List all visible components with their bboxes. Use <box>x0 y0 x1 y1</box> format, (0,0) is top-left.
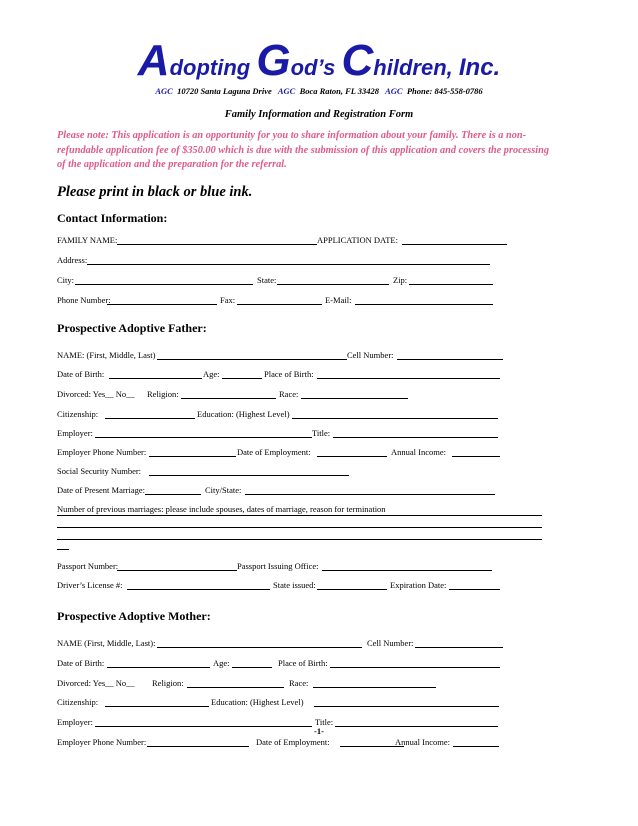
father-expiration-field[interactable] <box>449 580 500 590</box>
phone-address: Phone: 845-558-0786 <box>406 86 483 96</box>
father-present-marriage-field[interactable] <box>145 485 201 495</box>
prev-marriages-line-4[interactable] <box>57 549 69 550</box>
title-letter-g: G <box>256 36 291 85</box>
father-education-label: Education: (Highest Level) <box>197 409 290 419</box>
father-religion-field[interactable] <box>181 389 276 399</box>
address-label: Address: <box>57 255 88 265</box>
father-date-employment-label: Date of Employment: <box>237 447 311 457</box>
father-ssn-field[interactable] <box>149 466 349 476</box>
father-employer-field[interactable] <box>95 428 312 438</box>
mother-pob-field[interactable] <box>330 658 500 668</box>
father-name-row <box>57 350 542 362</box>
father-employer-row <box>57 428 542 440</box>
mother-divorced-label: Divorced: Yes__ No__ <box>57 678 135 688</box>
fax-label: Fax: <box>220 295 236 305</box>
father-employer-phone-label: Employer Phone Number: <box>57 447 147 457</box>
father-license-row <box>57 580 542 592</box>
father-ssn-row <box>57 466 542 478</box>
father-state-issued-field[interactable] <box>317 580 387 590</box>
organization-title <box>0 36 638 86</box>
mother-employer-label: Employer: <box>57 717 93 727</box>
father-citizenship-label: Citizenship: <box>57 409 99 419</box>
father-cell-label: Cell Number: <box>347 350 394 360</box>
mother-race-label: Race: <box>289 678 309 688</box>
mother-name-row <box>57 638 542 650</box>
father-dob-label: Date of Birth: <box>57 369 105 379</box>
agc-tag: AGC <box>385 86 403 96</box>
father-annual-income-field[interactable] <box>452 447 500 457</box>
father-passport-office-field[interactable] <box>322 561 492 571</box>
mother-education-field[interactable] <box>314 697 499 707</box>
prev-marriages-line-1[interactable] <box>57 515 542 516</box>
mother-heading: Prospective Adoptive Mother: <box>57 609 211 623</box>
father-passport-row <box>57 561 542 573</box>
father-date-employment-field[interactable] <box>317 447 387 457</box>
mother-employer-phone-label: Employer Phone Number: <box>57 737 147 747</box>
father-cell-field[interactable] <box>397 350 503 360</box>
application-date-label: APPLICATION DATE: <box>317 235 398 245</box>
mother-education-label: Education: (Highest Level) <box>211 697 304 707</box>
title-word-gods: od’s <box>290 55 342 80</box>
agc-tag: AGC <box>155 86 173 96</box>
father-employer-label: Employer: <box>57 428 93 438</box>
father-passport-office-label: Passport Issuing Office: <box>237 561 319 571</box>
father-employer-phone-row <box>57 447 542 459</box>
family-name-field[interactable] <box>117 235 317 245</box>
fax-field[interactable] <box>237 295 322 305</box>
organization-address <box>0 86 638 96</box>
application-date-field[interactable] <box>402 235 507 245</box>
city-address: Boca Raton, FL 33428 <box>299 86 380 96</box>
father-employer-phone-field[interactable] <box>149 447 236 457</box>
title-letter-a: A <box>137 36 170 85</box>
mother-title-label: Title: <box>315 717 334 727</box>
father-name-field[interactable] <box>157 350 347 360</box>
family-name-row <box>57 235 542 247</box>
father-state-issued-label: State issued: <box>273 580 316 590</box>
mother-citizenship-row <box>57 697 542 709</box>
print-notice: Please print in black or blue ink. <box>57 184 253 200</box>
mother-annual-income-label: Annual Income: <box>395 737 450 747</box>
father-ssn-label: Social Security Number: <box>57 466 142 476</box>
father-heading: Prospective Adoptive Father: <box>57 321 207 335</box>
mother-age-field[interactable] <box>232 658 272 668</box>
father-citizenship-field[interactable] <box>105 409 195 419</box>
phone-field[interactable] <box>107 295 217 305</box>
state-label: State: <box>257 275 277 285</box>
father-license-field[interactable] <box>127 580 270 590</box>
mother-cell-field[interactable] <box>415 638 503 648</box>
title-word-adopting: dopting <box>169 55 257 80</box>
mother-citizenship-label: Citizenship: <box>57 697 99 707</box>
father-age-field[interactable] <box>222 369 262 379</box>
prev-marriages-line-3[interactable] <box>57 539 542 540</box>
zip-label: Zip: <box>393 275 408 285</box>
mother-dob-row <box>57 658 542 670</box>
mother-cell-label: Cell Number: <box>367 638 414 648</box>
mother-dob-field[interactable] <box>107 658 210 668</box>
father-title-label: Title: <box>312 428 331 438</box>
page-number: -1- <box>314 726 324 736</box>
father-title-field[interactable] <box>333 428 498 438</box>
zip-field[interactable] <box>409 275 493 285</box>
city-label: City: <box>57 275 75 285</box>
father-city-state-field[interactable] <box>245 485 495 495</box>
father-dob-field[interactable] <box>109 369 202 379</box>
title-word-children: hildren, <box>373 55 459 80</box>
family-name-label: FAMILY NAME: <box>57 235 118 245</box>
email-field[interactable] <box>355 295 493 305</box>
city-field[interactable] <box>75 275 253 285</box>
father-annual-income-label: Annual Income: <box>391 447 446 457</box>
father-citizenship-row <box>57 409 542 421</box>
mother-name-field[interactable] <box>157 638 362 648</box>
father-prev-marriages-label: Number of previous marriages: please include spouses, dates of marriage, reason for termination <box>57 504 386 514</box>
mother-religion-label: Religion: <box>152 678 184 688</box>
address-row <box>57 255 542 267</box>
prev-marriages-line-2[interactable] <box>57 527 542 528</box>
mother-date-employment-label: Date of Employment: <box>256 737 330 747</box>
father-passport-field[interactable] <box>117 561 237 571</box>
father-passport-label: Passport Number: <box>57 561 119 571</box>
mother-religion-field[interactable] <box>187 678 284 688</box>
form-title: Family Information and Registration Form <box>224 109 414 120</box>
father-pob-field[interactable] <box>317 369 500 379</box>
father-religion-label: Religion: <box>147 389 179 399</box>
father-name-label: NAME: (First, Middle, Last) <box>57 350 156 360</box>
father-divorced-label: Divorced: Yes__ No__ <box>57 389 135 399</box>
mother-pob-label: Place of Birth: <box>278 658 328 668</box>
father-marriage-row <box>57 485 542 497</box>
mother-age-label: Age: <box>213 658 230 668</box>
mother-name-label: NAME (First, Middle, Last): <box>57 638 156 648</box>
mother-employer-phone-row <box>57 737 542 749</box>
mother-race-field[interactable] <box>313 678 436 688</box>
mother-annual-income-field[interactable] <box>453 737 499 747</box>
father-expiration-label: Expiration Date: <box>390 580 447 590</box>
fee-note: Please note: This application is an opportunity for you to share information about your family. There is a non-refundable application fee of $350.00 which is due with the submission of this application and covers the processing of the application and the preparation for the referral. <box>57 130 549 171</box>
father-pob-label: Place of Birth: <box>264 369 314 379</box>
mother-dob-label: Date of Birth: <box>57 658 105 668</box>
mother-citizenship-field[interactable] <box>105 697 209 707</box>
street-address: 10720 Santa Laguna Drive <box>177 86 272 96</box>
address-field[interactable] <box>87 255 490 265</box>
mother-divorced-row <box>57 678 542 690</box>
father-age-label: Age: <box>203 369 220 379</box>
city-row <box>57 275 542 287</box>
father-race-label: Race: <box>279 389 299 399</box>
father-divorced-row <box>57 389 542 401</box>
father-license-label: Driver’s License #: <box>57 580 123 590</box>
title-word-inc: Inc. <box>458 54 501 81</box>
contact-heading: Contact Information: <box>57 211 168 225</box>
agc-tag: AGC <box>277 86 296 96</box>
mother-employer-phone-field[interactable] <box>147 737 249 747</box>
father-present-marriage-label: Date of Present Marriage: <box>57 485 146 495</box>
father-city-state-label: City/State: <box>205 485 242 495</box>
father-dob-row <box>57 369 542 381</box>
father-education-field[interactable] <box>292 409 498 419</box>
state-field[interactable] <box>277 275 389 285</box>
phone-label: Phone Number: <box>57 295 111 305</box>
father-race-field[interactable] <box>301 389 408 399</box>
phone-row <box>57 295 542 307</box>
title-letter-c: C <box>341 36 374 85</box>
email-label: E-Mail: <box>325 295 352 305</box>
